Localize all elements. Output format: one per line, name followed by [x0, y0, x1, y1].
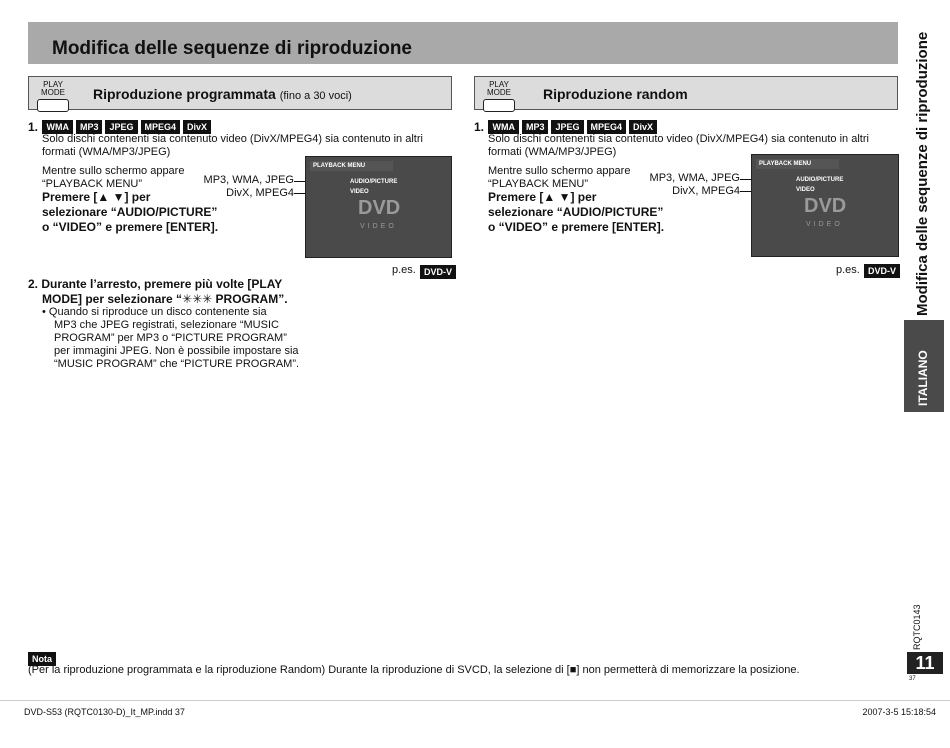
tv-menu-item: VIDEO — [796, 187, 815, 193]
callout-audio: MP3, WMA, JPEG — [203, 174, 294, 186]
left-step2-bullet: • Quando si riproduce un disco contenente sia MP3 che JPEG registrati, selezionare “MUSIC PROGRAM” per MP3 o “PICTURE PROGRAM” per immagini JPEG. Non è possibile impostare sia “MUSIC PROGRAM” che “PICTURE PROGRAM”. — [42, 306, 304, 371]
dvd-logo: DVD — [804, 195, 847, 217]
date-info: 2007-3-5 15:18:54 — [862, 707, 936, 717]
pes-label: p.es. — [392, 264, 416, 276]
play-mode-oval-icon — [483, 99, 515, 112]
note-text: (Per la riproduzione programmata e la riproduzione Random) Durante la riproduzione di SVCD, la selezione di [■] non permetterà di memorizzare la posizione. — [28, 664, 800, 676]
format-badge: DivX — [629, 120, 657, 134]
format-badge: JPEG — [105, 120, 137, 134]
program-section-title — [93, 86, 352, 102]
program-title-text: Riproduzione programmata — [93, 86, 276, 102]
format-badge: MPEG4 — [141, 120, 181, 134]
desc-line: formati (WMA/MP3/JPEG) — [42, 146, 171, 158]
bullet-line: MP3 che JPEG registrati, selezionare “MUSIC — [54, 319, 279, 331]
dvd-v-badge: DVD-V — [864, 264, 900, 278]
instr-line: Premere [▲ ▼] per — [42, 190, 151, 204]
callout-video: DivX, MPEG4 — [226, 187, 294, 199]
play-mode-oval-icon — [37, 99, 69, 112]
tv-menu-item: VIDEO — [350, 189, 369, 195]
random-section-header — [474, 76, 898, 110]
tv-menu-title: PLAYBACK MENU — [756, 159, 839, 169]
dvd-video-logo: VIDEO — [360, 223, 397, 230]
callout-audio: MP3, WMA, JPEG — [649, 172, 740, 184]
screen-line: Mentre sullo schermo appare — [42, 165, 185, 177]
step2-line: 2. Durante l’arresto, premere più volte [PLAY — [28, 277, 283, 291]
language-label: ITALIANO — [916, 350, 930, 406]
format-badge: JPEG — [551, 120, 583, 134]
bullet-line: PROGRAM” per MP3 o “PICTURE PROGRAM” — [54, 332, 287, 344]
instr-line: selezionare “AUDIO/PICTURE” — [42, 205, 218, 219]
step2-line: MODE] per selezionare “✳✳✳ PROGRAM”. — [42, 292, 288, 306]
tv-menu-item: AUDIO/PICTURE — [796, 177, 844, 183]
program-subtitle: (fino a 30 voci) — [279, 90, 352, 102]
screen-line: Mentre sullo schermo appare — [488, 165, 631, 177]
side-title — [914, 31, 934, 316]
format-badge: WMA — [42, 120, 73, 134]
file-info: DVD-S53 (RQTC0130-D)_It_MP.indd 37 — [24, 707, 185, 717]
note-label: Nota — [28, 652, 56, 666]
pes-label: p.es. — [836, 264, 860, 276]
bullet-line: Quando si riproduce un disco contenente sia — [48, 306, 267, 318]
step-number: 1. — [28, 120, 39, 134]
step-number: 1. — [474, 120, 485, 134]
page-code-text: RQTC0143 — [912, 604, 922, 650]
program-section-header — [28, 76, 452, 110]
left-step1-screen-text — [42, 165, 184, 191]
screen-line: “PLAYBACK MENU” — [42, 178, 143, 190]
tv-menu-title: PLAYBACK MENU — [310, 161, 393, 171]
callout-video: DivX, MPEG4 — [672, 185, 740, 197]
page-small: 37 — [909, 676, 916, 682]
dvd-video-logo: VIDEO — [806, 221, 843, 228]
desc-line: formati (WMA/MP3/JPEG) — [488, 146, 617, 158]
page-title: Modifica delle sequenze di riproduzione — [52, 38, 412, 59]
desc-line: Solo dischi contenenti sia contenuto video (DivX/MPEG4) sia contenuto in altri — [42, 133, 423, 145]
format-badge: MP3 — [76, 120, 103, 134]
pes-badge — [420, 263, 459, 281]
footer-divider — [0, 700, 950, 701]
desc-line: Solo dischi contenenti sia contenuto video (DivX/MPEG4) sia contenuto in altri — [488, 133, 869, 145]
pes-badge — [864, 262, 903, 280]
dvd-v-badge: DVD-V — [420, 265, 456, 279]
side-title-text: Modifica delle sequenze di riproduzione — [914, 31, 931, 316]
playback-menu-screen — [305, 156, 452, 258]
format-badge: WMA — [488, 120, 519, 134]
bullet-line: “MUSIC PROGRAM” che “PICTURE PROGRAM”. — [54, 358, 300, 370]
tv-menu-item: AUDIO/PICTURE — [350, 179, 398, 185]
page-code — [912, 604, 926, 650]
playback-menu-screen — [751, 154, 899, 257]
screen-line: “PLAYBACK MENU” — [488, 178, 589, 190]
instr-line: o “VIDEO” e premere [ENTER]. — [488, 220, 665, 234]
play-mode-button-icon — [33, 79, 73, 105]
language-tab — [904, 320, 944, 412]
play-mode-button-icon — [479, 79, 519, 105]
bullet-line: per immagini JPEG. Non è possibile impostare sia — [54, 345, 299, 357]
format-badge: MP3 — [522, 120, 549, 134]
format-badge: DivX — [183, 120, 211, 134]
random-section-title: Riproduzione random — [543, 86, 688, 102]
dvd-logo: DVD — [358, 197, 401, 219]
play-mode-label: PLAY MODE — [41, 80, 65, 97]
page-number: 11 — [907, 652, 943, 674]
instr-line: selezionare “AUDIO/PICTURE” — [488, 205, 664, 219]
play-mode-label: PLAY MODE — [487, 80, 511, 97]
right-step1-screen-text — [488, 165, 630, 191]
instr-line: o “VIDEO” e premere [ENTER]. — [42, 220, 219, 234]
format-badge: MPEG4 — [587, 120, 627, 134]
left-step2-heading — [28, 277, 318, 307]
instr-line: Premere [▲ ▼] per — [488, 190, 597, 204]
